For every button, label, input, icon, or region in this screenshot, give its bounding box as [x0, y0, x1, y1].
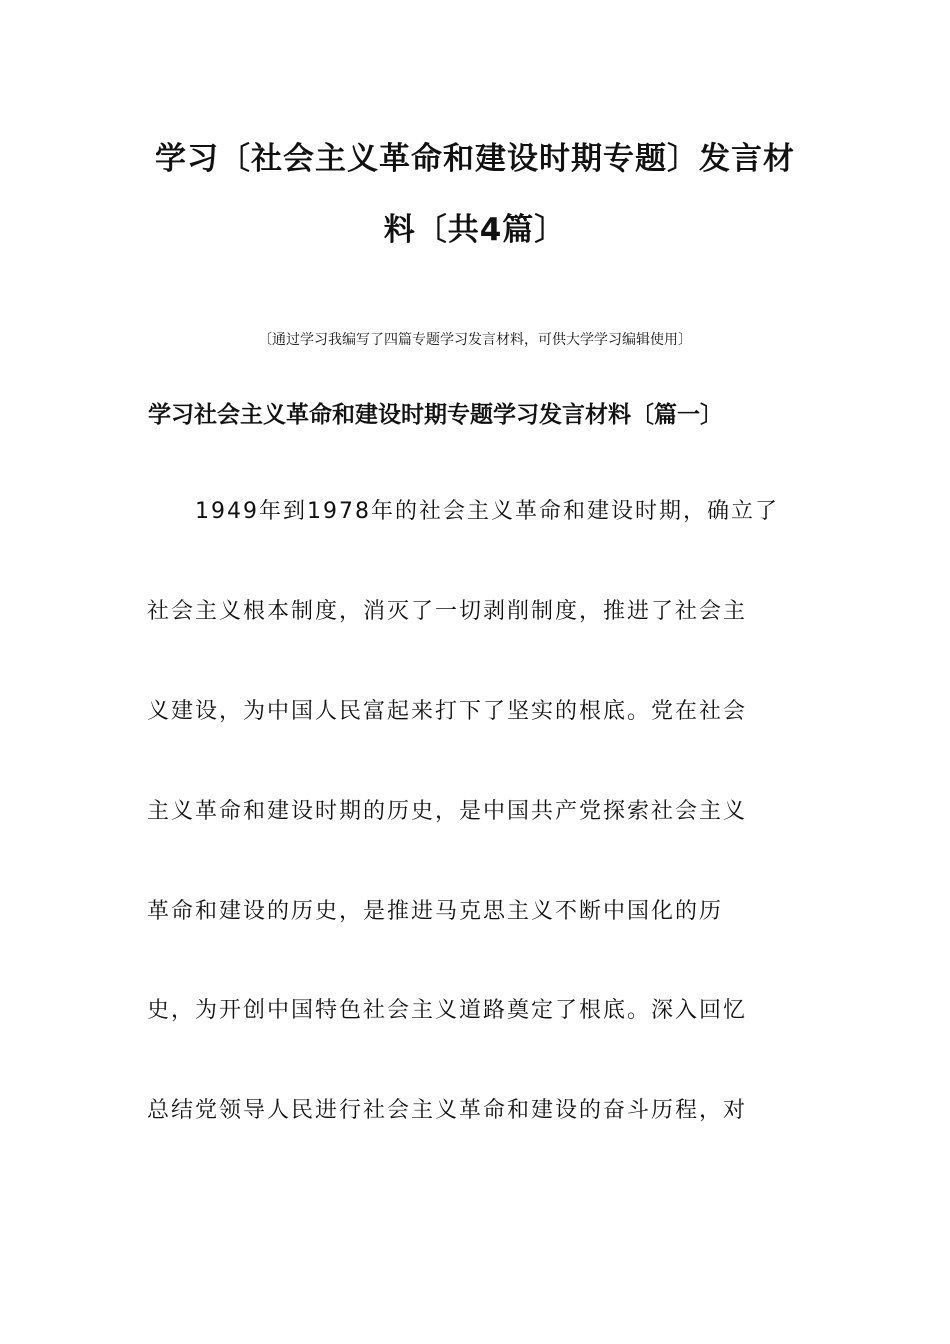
- document-subtitle: 〔通过学习我编写了四篇专题学习发言材料，可供大学学习编辑使用〕: [258, 332, 692, 348]
- document-title-line-2: 料〔共4篇〕: [383, 212, 567, 248]
- body-text-line: 义建设，为中国人民富起来打下了坚实的根底。党在社会: [147, 699, 748, 724]
- body-text-line: 社会主义根本制度，消灭了一切剥削制度，推进了社会主: [147, 599, 748, 624]
- document-title-line-1: 学习〔社会主义革命和建设时期专题〕发言材: [155, 141, 795, 177]
- body-text-line: 主义革命和建设时期的历史，是中国共产党探索社会主义: [147, 799, 748, 824]
- body-text-line: 革命和建设的历史，是推进马克思主义不断中国化的历: [147, 899, 724, 924]
- body-text-line: 总结党领导人民进行社会主义革命和建设的奋斗历程，对: [147, 1098, 748, 1123]
- section-heading: 学习社会主义革命和建设时期专题学习发言材料〔篇一〕: [148, 402, 723, 428]
- body-text-line: 1949年到1978年的社会主义革命和建设时期，确立了: [195, 499, 779, 524]
- body-text-line: 史，为开创中国特色社会主义道路奠定了根底。深入回忆: [147, 998, 748, 1023]
